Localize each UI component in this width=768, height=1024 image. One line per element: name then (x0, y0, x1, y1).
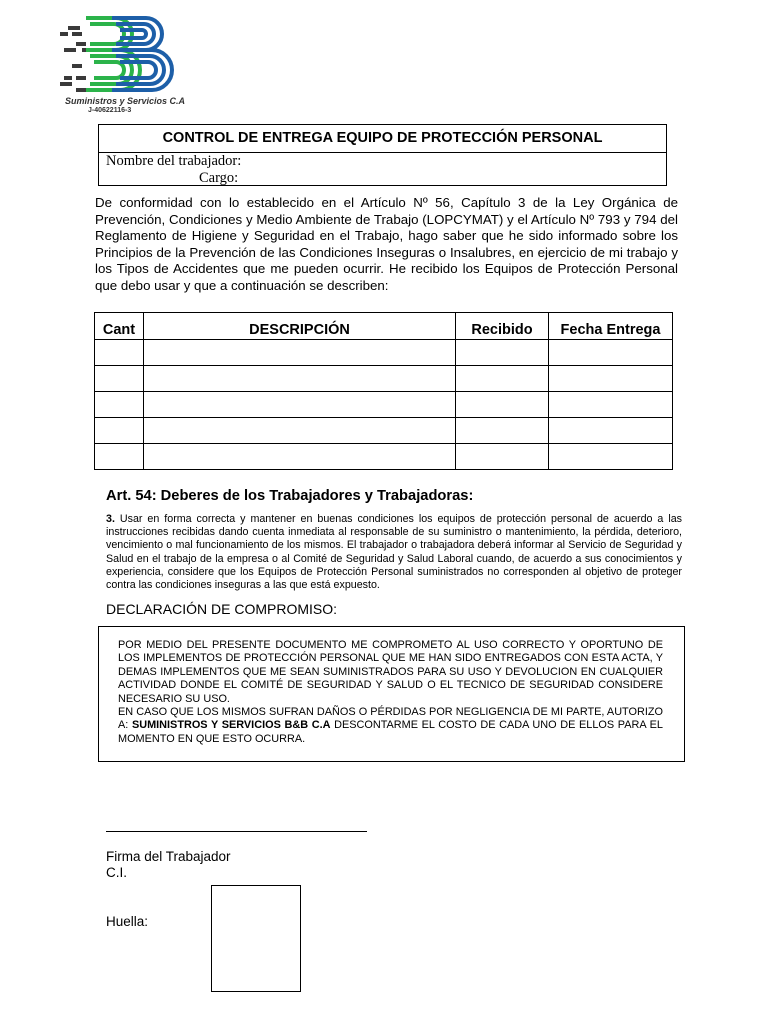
cell-fecha[interactable] (549, 392, 673, 418)
cell-recibido[interactable] (456, 418, 549, 444)
declaration-title: DECLARACIÓN DE COMPROMISO: (106, 601, 338, 617)
header-recibido: Recibido (456, 313, 549, 340)
declaration-paragraph-1: POR MEDIO DEL PRESENTE DOCUMENTO ME COMPROMETO AL USO CORRECTO Y OPORTUNO DE LOS IMPLEMENTOS DE PROTECCIÓN PERSONAL QUE ME HAN SIDO ENTREGADOS CON ESTA ACTA, Y DEMAS IMPLEMENTOS QUE ME SEAN SUMINISTRADOS PARA SU USO Y DEVOLUCION EN CUALQUIER ACTIVIDAD DONDE EL COMITÉ DE SEGURIDAD Y SALUD O EL TECNICO DE SEGURIDAD CONSIDERE NECESARIO SU USO. (118, 639, 663, 705)
cell-descripcion[interactable] (144, 392, 456, 418)
cell-recibido[interactable] (456, 392, 549, 418)
header-descripcion: DESCRIPCIÓN (144, 313, 456, 340)
declaration-box (98, 626, 685, 762)
document-title: CONTROL DE ENTREGA EQUIPO DE PROTECCIÓN PERSONAL (99, 125, 666, 153)
declaration-p2-end: DESCONTARME EL COSTO DE CADA UNO DE ELLOS PARA EL MOMENTO EN QUE ESTO OCURRA. (118, 719, 663, 745)
ppe-items-table (94, 312, 673, 470)
cell-descripcion[interactable] (144, 444, 456, 470)
intro-paragraph: De conformidad con lo establecido en el Artículo Nº 56, Capítulo 3 de la Ley Orgánica de Prevención, Condiciones y Medio Ambiente de Trabajo (LOPCYMAT) y el Artículo Nº 793 y 794 del Reglamento de Higiene y Seguridad en el Trabajo, hago saber que he sido informado sobre los Principios de la Prevención de las Condiciones Inseguras o Insalubres, en ejercicio de mi trabajo y los Tipos de Accidentes que me pueden ocurrir. He recibido los Equipos de Protección Personal que debo usar y que a continuación se describen: (95, 195, 678, 293)
header-fecha-entrega: Fecha Entrega (549, 313, 673, 340)
table-row (95, 444, 673, 470)
cell-cant[interactable] (95, 418, 144, 444)
signature-label: Firma del Trabajador (106, 849, 231, 864)
cell-recibido[interactable] (456, 340, 549, 366)
article-body: Usar en forma correcta y mantener en buenas condiciones los equipos de protección personal de acuerdo a las instrucciones recibidas dando cuenta inmediata al responsable de su suministro o mantenimiento, la pérdida, deterioro, vencimiento o mal funcionamiento de los mismos. El trabajador o trabajadora deberá informar al Servicio de Seguridad y Salud en el trabajo de la empresa o al Comité de Seguridad y Salud Laboral cuando, de acuerdo a sus conocimientos y experiencia, considere que los Equipos de Protección Personal suministrados no corresponden al objetivo de proteger contra las condiciones inseguras a las que está expuesto. (106, 513, 682, 592)
cell-fecha[interactable] (549, 444, 673, 470)
cell-cant[interactable] (95, 392, 144, 418)
cell-fecha[interactable] (549, 366, 673, 392)
declaration-text (118, 639, 663, 746)
header-cant: Cant (95, 313, 144, 340)
logo-rif: J-40622116-3 (88, 107, 132, 114)
cell-cant[interactable] (95, 366, 144, 392)
cell-cant[interactable] (95, 340, 144, 366)
table-row (95, 366, 673, 392)
worker-name-label: Nombre del trabajador: (106, 153, 242, 169)
id-label: C.I. (106, 865, 128, 880)
fingerprint-box[interactable] (211, 885, 301, 992)
table-row (95, 418, 673, 444)
cell-descripcion[interactable] (144, 366, 456, 392)
table-row (95, 392, 673, 418)
article-title: Art. 54: Deberes de los Trabajadores y Trabajadoras: (106, 488, 474, 504)
table-row (95, 340, 673, 366)
header-box (98, 124, 667, 186)
cell-fecha[interactable] (549, 340, 673, 366)
declaration-paragraph-2 (118, 706, 663, 746)
logo-company-name: Suministros y Servicios C.A (64, 96, 186, 106)
declaration-company: SUMINISTROS Y SERVICIOS B&B C.A (131, 719, 331, 732)
fingerprint-label: Huella: (106, 914, 149, 929)
cell-recibido[interactable] (456, 366, 549, 392)
article-text (106, 513, 682, 592)
cell-descripcion[interactable] (144, 418, 456, 444)
cell-descripcion[interactable] (144, 340, 456, 366)
article-number: 3. (106, 513, 115, 525)
worker-position-label: Cargo: (199, 170, 239, 186)
declaration-p2-start: EN CASO QUE LOS MISMOS SUFRAN DAÑOS O PÉRDIDAS POR NEGLIGENCIA DE MI PARTE, AUTORIZO A: (118, 706, 663, 732)
table-header-row (95, 313, 673, 340)
signature-line[interactable] (106, 831, 367, 832)
cell-fecha[interactable] (549, 418, 673, 444)
cell-recibido[interactable] (456, 444, 549, 470)
cell-cant[interactable] (95, 444, 144, 470)
